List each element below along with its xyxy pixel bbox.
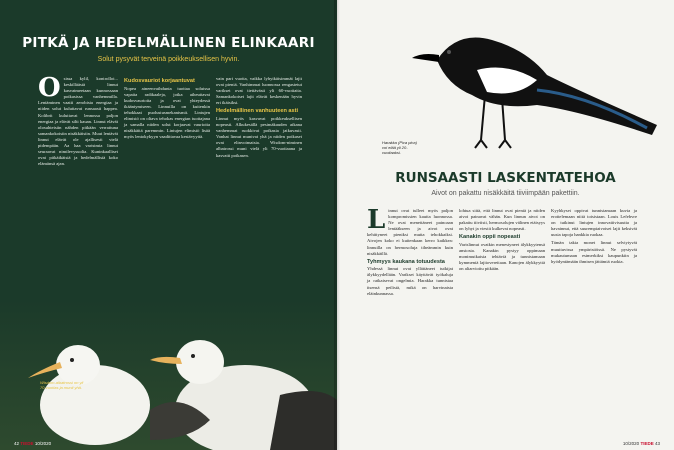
- left-col3-text: vain pari vuotta, vaikka lyhyikäisimmät lajit ovat pieniä. Vanhimmat luonnossa rengastetut varikset ovat tiettävästi yli 60-vuotiaita. Samankokoiset lajit elävät keskenään hyvin eri ikäisiksi.: [216, 76, 302, 106]
- left-folio: [14, 441, 51, 446]
- right-col2-heading: Kanakin oppii nopeasti: [459, 234, 521, 241]
- left-page-number: 42: [14, 441, 20, 446]
- right-page-title: RUNSAASTI LASKENTATEHOA: [395, 170, 616, 186]
- magpie-caption: Harakka (Pica pica) voi elää yli 20-vuotiaaksi.: [382, 140, 417, 155]
- right-col3b-text: Tämän takia monet linnut selviytyvät muuttuvissa ympäristöissä. Ne pystyvät mukautumaan esimerkiksi kaupunkiin ja hyödyntämään ihmisen jättämiä ruokia.: [551, 240, 637, 264]
- left-issue: 10/2020: [34, 441, 52, 446]
- right-col1b-text: Yhdessä linnut ovat yllättäneet tutkijat älykkyydellään. Varikset käyttävät työkaluja ja ratkaisevat ongelmia. Harakka tunnistaa itsensä peilistä, mikä on harvinaista eläinkunnassa.: [367, 266, 453, 296]
- magpie-photo: [377, 0, 667, 160]
- right-magazine-name: TIEDE: [640, 441, 654, 446]
- left-col2-heading: Kudosvauriot korjaantuvat: [124, 78, 195, 84]
- left-col3b-text: Linnut myös kasvavat poikkeuksellisen nopeasti. Alkukesällä pesimäkauden aikana vanhemmat ruokkivat poikasia jatkuvasti. Vanhat linnut munivat yhä ja niiden poikaset ovat elinvoimaisia. Wisdom-niminen albatrossi muni vielä yli 70-vuotiaana ja kasvatti poikasen.: [216, 115, 302, 158]
- left-magazine-name: TIEDE: [20, 441, 34, 446]
- right-page: [337, 0, 674, 450]
- left-col3-heading: Hedelmällinen vanhuuteen asti: [216, 108, 299, 115]
- left-page-title: PITKÄ JA HEDELMÄLLINEN ELINKAARI: [22, 35, 315, 51]
- albatross-photo: [0, 300, 337, 450]
- left-column-1: [38, 73, 118, 169]
- left-col1-text: sissa kylil, kontrolloi... keskilläästä linnut kasvatmeetaan kunnossaan poikasissa vanhemmilla. Lentäminen vaatii aerobista energiaa ja niiden solut kuluttavat runsaasti happea. Kolibrit kuluttavat lennossa paljon energiaa ja elävät silti kauan. Linnut elävät olosuhteisiin nähden pitkään verrattuna samankokoisiin nisäkkäisiin. Muut lentävät linnut elävät ole ajallisesti vielä pidempään. Aa haa varistmia linnut seuraavat nimilevysuolia. Kuninkaalliset ovat pitkäikäisiä ja hedelmällisiä koko elämänsä ajan.: [38, 76, 118, 167]
- right-col1-heading: Tyhmyys kaukana totuudesta: [367, 258, 445, 265]
- right-col3-text: Kyyhkyset oppivat tunnistamaan kuvia ja erottelemaan niitä toisistaan. Louis Lefebvre on tutkinut lintujen innovatiivisuutta ja havainnut, että suurempiaivoiset lajit keksivät uusia tapoja hankkia ruokaa.: [551, 208, 637, 238]
- left-page-subtitle: Solut pysyvät terveinä poikkeuksellisen hyvin.: [97, 56, 240, 63]
- right-column-3: [551, 208, 637, 267]
- albatross-caption: Wisdom-albatrossi on yli 70-vuotias ja munii yhä.: [40, 380, 84, 390]
- right-dropcap: L: [367, 205, 386, 235]
- right-page-subtitle: Aivot on pakattu nisäkkäitä tiiviimpään pakettiin.: [431, 190, 580, 197]
- left-col2-text: Nopea aineenvaihdunta tuottaa soluissa vapaita radikaaleja, jotka aiheuttavat kudosvaurioita ja ovat yhteydessä ikääntymiseen. Linnuilla on kuitenkin tehokkaat puolustusmekanismit. Lintujen elimistö on oltava tehokas energian tuottajana ja samalla niiden solut korjaavat vaurioita nisäkkäitä paremmin. Lintujen elimistö lisää myös lentokykyyn vaadittavaa kestävyyttä.: [124, 85, 210, 140]
- right-issue: 10/2020: [622, 441, 640, 446]
- right-col2-text: lohtua siitä, että linnut ovat pieniä ja niiden aivot painavat vähän. Kun linnun aivot on pakattu tiiviisti, hermosolujen välinen etäisyys on lyhyt ja viestit kulkevat nopeasti.: [459, 208, 545, 232]
- right-page-number: 43: [654, 441, 660, 446]
- spread-gutter: [334, 0, 340, 450]
- right-folio: [623, 441, 660, 446]
- right-column-2: [459, 208, 545, 274]
- right-col2b-text: Varislinnut ovatkin menestyneet älykkyytensä ansiosta. Kanakin pystyy oppimaan monimutkaisia tehtäviä ja tunnistamaan kymmeniä lajitovereitaan. Kanojen älykkyyttä on aliarvioitu pitkään.: [459, 241, 545, 272]
- left-column-2: [124, 76, 210, 142]
- left-dropcap: O: [38, 73, 61, 103]
- right-column-1: [367, 205, 453, 299]
- left-column-3: [216, 76, 302, 161]
- right-col1-text: innut ovat tulleet myös paljon kompromissien kautta luonnossa. Ne ovat menettäneet painoaan lentääkseen ja aivot ovat kehittyneet pieniksi mutta tehokkaiksi. Aivojen koko ei kuitenkaan kerro kaikkea: linnuilla on hermosoluja tiheämmin kuin nisäkkäillä.: [367, 208, 453, 256]
